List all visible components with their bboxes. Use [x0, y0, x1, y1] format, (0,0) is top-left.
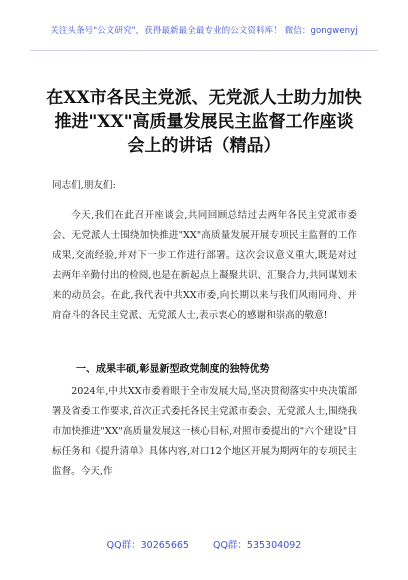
- paragraph-block: [52, 382, 357, 482]
- title-line: 推进"XX"高质量发展民主监督工作座谈: [54, 112, 354, 132]
- title-line: 会上的讲话（精品）: [127, 136, 281, 156]
- title-line: 在XX市各民主党派、无党派人士助力加快: [46, 88, 362, 108]
- footer-contact: [0, 537, 408, 551]
- salutation-block: [52, 176, 357, 196]
- header-notice: 关注头条号"公文研究"，获得最新最全最专业的公文资料库！ 微信：gongwenyj: [50, 26, 358, 36]
- footer-qq-group-1: QQ群：30265665: [106, 540, 189, 551]
- paragraph-block: [52, 206, 357, 326]
- section-heading: 一、成果丰硕,彰显新型政党制度的独特优势: [76, 364, 270, 375]
- salutation: 同志们,朋友们:: [52, 180, 116, 191]
- paragraph: 今天,我们在此召开座谈会,共同回顾总结过去两年各民主党派市委会、无党派人士围绕加快推进"XX"高质量发展开展专项民主监督的工作成果,交流经验,并对下一步工作进行部署。这次会议意义重大,既是对过去两年辛勤付出的检阅,也是在新起点上凝聚共识、汇聚合力,共同谋划未来的动员会。在此,我代表中共XX市委,向长期以来与我们风雨同舟、并肩奋斗的各民主党派、无党派人士,表示衷心的感谢和崇高的敬意!: [52, 210, 357, 321]
- document-title: [40, 86, 368, 158]
- paragraph: 2024年,中共XX市委着眼于全市发展大局,坚决贯彻落实中央决策部署及省委工作要求,首次正式委托各民主党派市委会、无党派人士,围绕我市加快推进"XX"高质量发展这一核心目标,对照市委提出的"六个建设"目标任务和《提升清单》具体内容,对口12个地区开展为期两年的专项民主监督。今天,作: [52, 386, 357, 477]
- footer-qq-group-2: QQ群：535304092: [212, 540, 302, 551]
- header-divider: [30, 50, 378, 51]
